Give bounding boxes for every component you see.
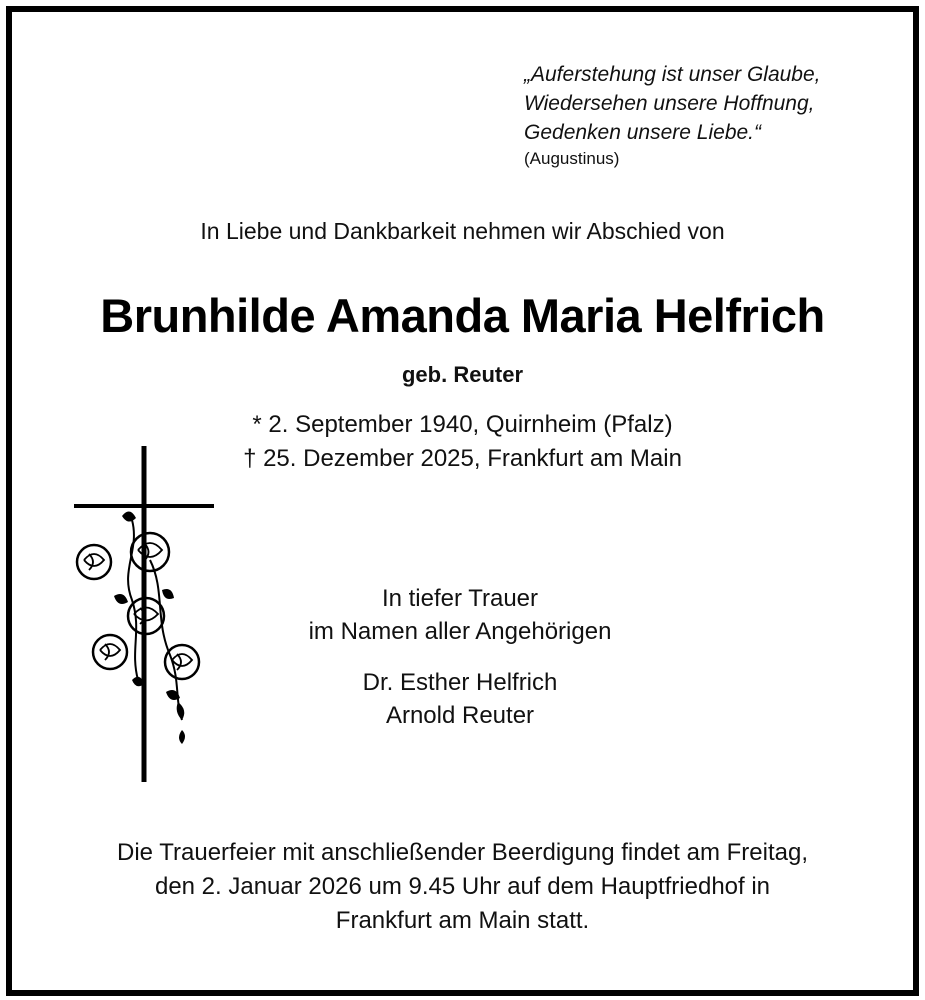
signer-name: Dr. Esther Helfrich: [362, 669, 558, 696]
birth-date: * 2. September 1940, Quirnheim (Pfalz): [252, 411, 673, 438]
funeral-line: Frankfurt am Main statt.: [335, 907, 590, 934]
death-date: † 25. Dezember 2025, Frankfurt am Main: [243, 445, 682, 472]
funeral-line: den 2. Januar 2026 um 9.45 Uhr auf dem Hauptfriedhof in: [154, 873, 771, 900]
epigraph-quote: [524, 60, 821, 171]
cross-with-roses-icon: [70, 440, 220, 790]
signers: [230, 666, 690, 732]
intro-text: In Liebe und Dankbarkeit nehmen wir Abschied von: [200, 218, 725, 244]
funeral-notice: [0, 836, 925, 938]
mourning-line: In tiefer Trauer: [381, 585, 539, 612]
quote-author: (Augustinus): [524, 149, 620, 168]
quote-line: Wiedersehen unsere Hoffnung,: [524, 92, 815, 115]
mourning-text: [230, 582, 690, 648]
mourning-line: im Namen aller Angehörigen: [308, 618, 612, 645]
quote-line: „Auferstehung ist unser Glaube,: [524, 63, 821, 86]
maiden-name: geb. Reuter: [401, 362, 524, 387]
quote-line: Gedenken unsere Liebe.“: [524, 121, 761, 144]
funeral-line: Die Trauerfeier mit anschließender Beerdigung findet am Freitag,: [116, 839, 808, 866]
signer-name: Arnold Reuter: [385, 702, 535, 729]
deceased-name: Brunhilde Amanda Maria Helfrich: [100, 289, 825, 342]
